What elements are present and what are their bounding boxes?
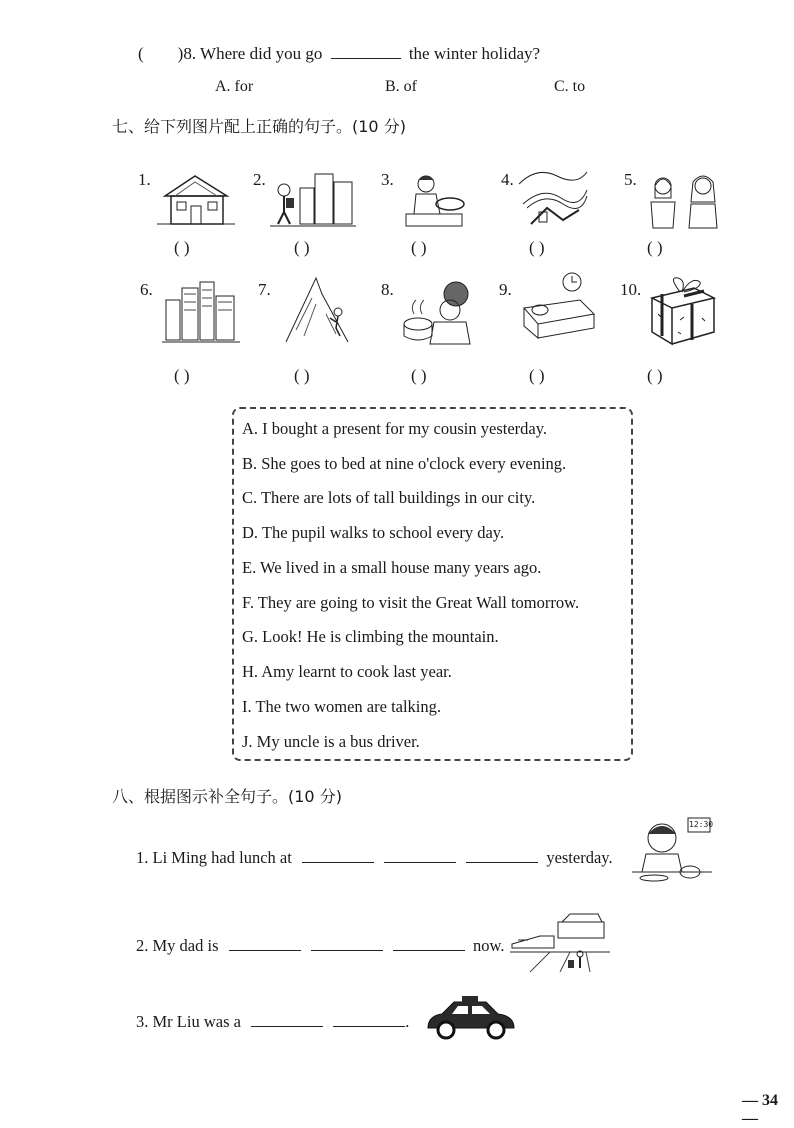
question-text-before: Where did you go — [200, 44, 323, 63]
fill-q3-blank-2[interactable] — [333, 1025, 405, 1027]
item-number-9: 9. — [499, 280, 512, 299]
item-number-4: 4. — [501, 170, 514, 189]
item-number-5: 5. — [624, 170, 637, 189]
answer-paren-5[interactable]: ( ) — [647, 238, 663, 257]
house-picture — [155, 168, 237, 228]
present-box-picture — [648, 274, 718, 346]
sentence-f: F. They are going to visit the Great Wall tomorrow. — [242, 593, 580, 612]
mountain-climbing-picture — [282, 274, 352, 346]
cooking-picture — [400, 274, 476, 346]
fill-question-1 — [136, 848, 613, 868]
answer-paren-open: ( — [138, 44, 144, 63]
tall-buildings-picture — [162, 280, 240, 344]
question-text-after: the winter holiday? — [408, 44, 541, 63]
bed-clock-picture — [520, 270, 598, 342]
fill-q1-text-after: yesterday. — [546, 848, 613, 867]
item-number-1: 1. — [138, 170, 151, 189]
two-women-picture — [645, 172, 723, 230]
page-number: — 34 — — [742, 1092, 778, 1127]
answer-paren-6[interactable]: ( ) — [174, 366, 190, 385]
answer-paren-8[interactable]: ( ) — [411, 366, 427, 385]
fill-question-2 — [136, 936, 504, 956]
fill-question-3 — [136, 1012, 409, 1032]
answer-paren-9[interactable]: ( ) — [529, 366, 545, 385]
fill-q1-blank-3[interactable] — [466, 861, 538, 863]
clock-time-label: 12:30 — [689, 820, 714, 829]
item-number-8: 8. — [381, 280, 394, 299]
item-number-3: 3. — [381, 170, 394, 189]
answer-paren-3[interactable]: ( ) — [411, 238, 427, 257]
fill-q1-blank-1[interactable] — [302, 861, 374, 863]
answer-paren-7[interactable]: ( ) — [294, 366, 310, 385]
answer-blank[interactable] — [331, 57, 401, 59]
fill-q3-text-before: 3. Mr Liu was a — [136, 1012, 241, 1031]
item-number-2: 2. — [253, 170, 266, 189]
sentence-e: E. We lived in a small house many years ago. — [242, 558, 542, 577]
option-b: B. of — [385, 78, 417, 95]
fill-q2-blank-3[interactable] — [393, 949, 465, 951]
sentence-d: D. The pupil walks to school every day. — [242, 523, 505, 542]
pupil-walking-picture — [270, 168, 356, 230]
answer-paren-2[interactable]: ( ) — [294, 238, 310, 257]
sentence-j: J. My uncle is a bus driver. — [242, 732, 420, 751]
fill-q1-text-before: 1. Li Ming had lunch at — [136, 848, 292, 867]
sentence-i: I. The two women are talking. — [242, 697, 442, 716]
fill-q2-blank-2[interactable] — [311, 949, 383, 951]
answer-paren-close: ) — [177, 44, 184, 63]
answer-paren-4[interactable]: ( ) — [529, 238, 545, 257]
fill-q2-text-before: 2. My dad is — [136, 936, 219, 955]
question-8 — [138, 44, 540, 64]
sentence-g: G. Look! He is climbing the mountain. — [242, 627, 499, 646]
question-number: 8. — [183, 44, 197, 63]
fill-q3-text-after: . — [405, 1012, 410, 1031]
taxi-picture — [424, 994, 516, 1044]
sentence-b: B. She goes to bed at nine o'clock every evening. — [242, 454, 567, 473]
answer-paren-10[interactable]: ( ) — [647, 366, 663, 385]
fill-q3-blank-1[interactable] — [251, 1025, 323, 1027]
section-7-title: 七、给下列图片配上正确的句子。(10 分) — [112, 117, 406, 136]
sentence-c: C. There are lots of tall buildings in our city. — [242, 488, 536, 507]
fill-q1-blank-2[interactable] — [384, 861, 456, 863]
section-8-title: 八、根据图示补全句子。(10 分) — [112, 787, 342, 806]
option-a: A. for — [215, 78, 254, 95]
fill-q2-text-after: now. — [473, 936, 505, 955]
fill-q2-blank-1[interactable] — [229, 949, 301, 951]
item-number-7: 7. — [258, 280, 271, 299]
sentence-h: H. Amy learnt to cook last year. — [242, 662, 452, 681]
item-number-10: 10. — [620, 280, 642, 299]
sentence-a: A. I bought a present for my cousin yesterday. — [242, 419, 548, 438]
option-c: C. to — [554, 78, 586, 95]
item-number-6: 6. — [140, 280, 153, 299]
answer-paren-1[interactable]: ( ) — [174, 238, 190, 257]
great-wall-picture — [517, 164, 589, 232]
train-station-picture — [510, 910, 610, 974]
bus-driver-picture — [400, 168, 470, 230]
